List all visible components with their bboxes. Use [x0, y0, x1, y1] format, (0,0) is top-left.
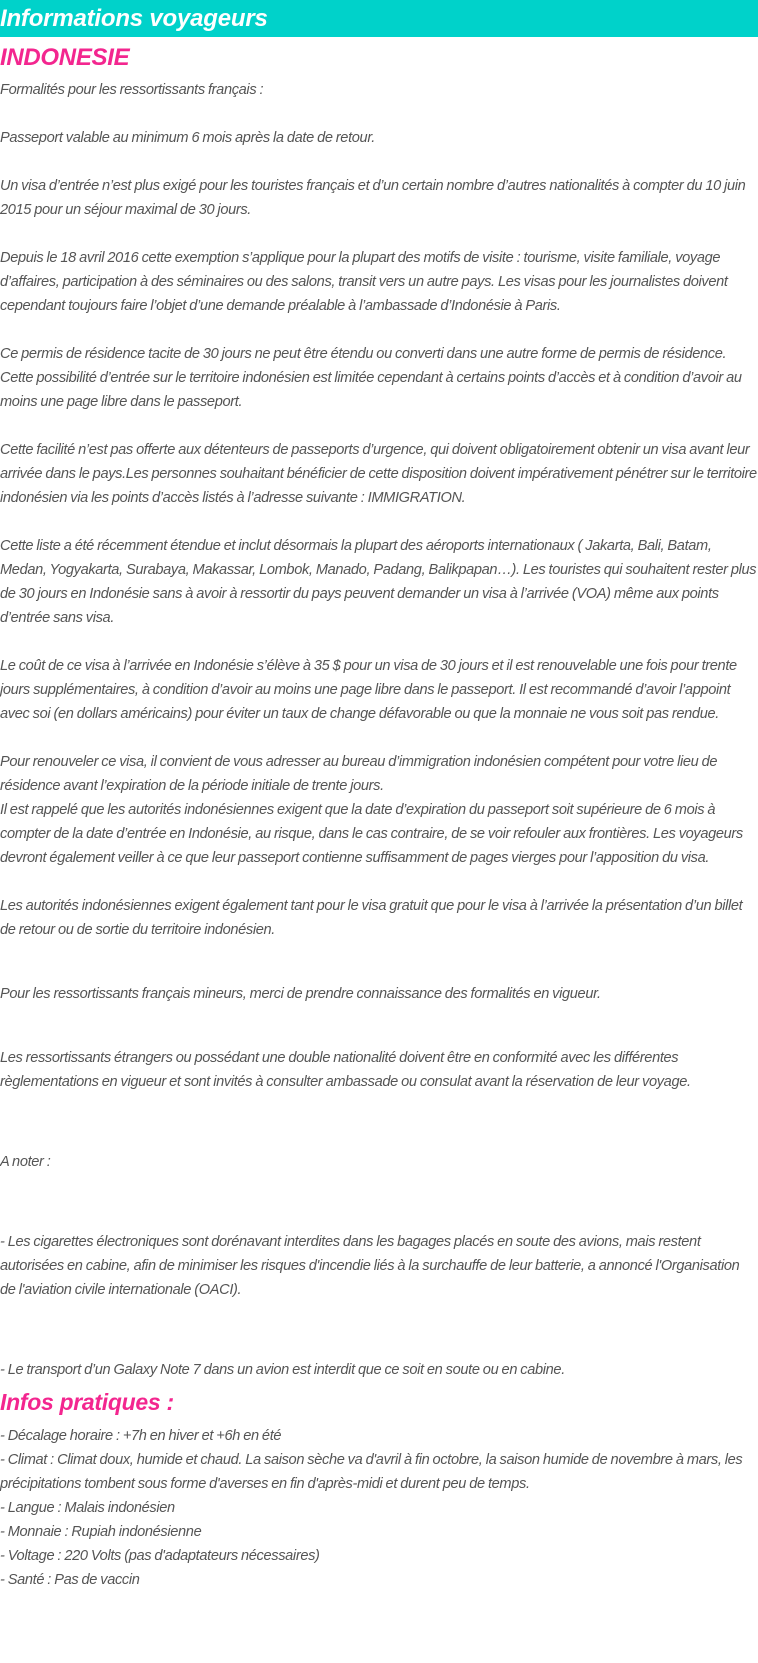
paragraph-visa-renewal: Pour renouveler ce visa, il convient de vous adresser au bureau d’immigration indonésien compétent pour votre lieu de résidence avant l’expiration de la période initiale de trente jours. — [0, 754, 718, 794]
practical-item-voltage: - Voltage : 220 Volts (pas d'adaptateurs nécessaires) — [0, 1548, 320, 1564]
page-title: Informations voyageurs — [0, 5, 268, 32]
formalities-intro: Formalités pour les ressortissants français : — [0, 82, 264, 98]
practical-item-language: - Langue : Malais indonésien — [0, 1500, 175, 1516]
paragraph-airports-list: Cette liste a été récemment étendue et inclut désormais la plupart des aéroports internationaux ( Jakarta, Bali, Batam, Medan, Yogyakarta, Surabaya, Makassar, Lombok, Manado, Padang, Balikpapan…). Les touristes qui souhaitent rester plus de 30 jours en Indonésie sans à avoir à ressortir du pays peuvent demander un visa à l’arrivée (VOA) même aux points d’entrée sans visa. — [0, 538, 757, 626]
paragraph-exemption-scope: Depuis le 18 avril 2016 cette exemption s’applique pour la plupart des motifs de visite : tourisme, visite familiale, voyage d’affaires, participation à des séminaires ou des salons, transit vers un autre pays. Les visas pour les journalistes doivent cependant toujours faire l’objet d’une demande préalable à l’ambassade d’Indonésie à Paris. — [0, 250, 728, 314]
paragraph-return-ticket: Les autorités indonésiennes exigent également tant pour le visa gratuit que pour le visa à l’arrivée la présentation d’un billet de retour ou de sortie du territoire indonésien. — [0, 898, 743, 938]
practical-info-list — [0, 1424, 758, 1592]
paragraph-minors: Pour les ressortissants français mineurs, merci de prendre connaissance des formalités en vigueur. — [0, 986, 601, 1002]
note-galaxy-note-7: - Le transport d’un Galaxy Note 7 dans un avion est interdit que ce soit en soute ou en cabine. — [0, 1362, 565, 1378]
note-heading: A noter : — [0, 1154, 51, 1170]
practical-item-climate: - Climat : Climat doux, humide et chaud. La saison sèche va d'avril à fin octobre, la saison humide de novembre à mars, les précipitations tombent sous forme d'averses en fin d'après-midi et durent peu de temps. — [0, 1452, 743, 1492]
practical-info-title: Infos pratiques : — [0, 1389, 174, 1415]
paragraph-residence-permit: Ce permis de résidence tacite de 30 jours ne peut être étendu ou converti dans une autre forme de permis de résidence. Cette possibilité d’entrée sur le territoire indonésien est limitée cependant à certains points d’accès et à condition d’avoir au moins une page libre dans le passeport. — [0, 346, 742, 410]
travel-info-content — [0, 43, 758, 1592]
paragraph-passport-expiry: Il est rappelé que les autorités indonésiennes exigent que la date d’expiration du passeport soit supérieure de 6 mois à compter de la date d’entrée en Indonésie, au risque, dans le cas contraire, de se voir refouler aux frontières. Les voyageurs devront également veiller à ce que leur passeport contienne suffisamment de pages vierges pour l’apposition du visa. — [0, 802, 743, 866]
practical-item-time-difference: - Décalage horaire : +7h en hiver et +6h en été — [0, 1428, 282, 1444]
practical-item-currency: - Monnaie : Rupiah indonésienne — [0, 1524, 202, 1540]
practical-item-health: - Santé : Pas de vaccin — [0, 1572, 140, 1588]
note-e-cigarettes: - Les cigarettes électroniques sont dorénavant interdites dans les bagages placés en soute des avions, mais restent autorisées en cabine, afin de minimiser les risques d'incendie liés à la surchauffe de leur batterie, a annoncé l'Organisation de l'aviation civile internationale (OACI). — [0, 1234, 740, 1298]
paragraph-passport: Passeport valable au minimum 6 mois après la date de retour. — [0, 130, 375, 146]
paragraph-visa-cost: Le coût de ce visa à l’arrivée en Indonésie s’élève à 35 $ pour un visa de 30 jours et il est renouvelable une fois pour trente jours supplémentaires, à condition d’avoir au moins une page libre dans le passeport. Il est recommandé d’avoir l’appoint avec soi (en dollars américains) pour éviter un taux de change défavorable ou que la monnaie ne vous soit pas rendue. — [0, 658, 737, 722]
paragraph-visa-exemption: Un visa d’entrée n’est plus exigé pour les touristes français et d’un certain nombre d’autres nationalités à compter du 10 juin 2015 pour un séjour maximal de 30 jours. — [0, 178, 746, 218]
header-bar — [0, 0, 758, 37]
country-title: INDONESIE — [0, 44, 130, 71]
paragraph-emergency-passports: Cette facilité n’est pas offerte aux détenteurs de passeports d’urgence, qui doivent obligatoirement obtenir un visa avant leur arrivée dans le pays.Les personnes souhaitant bénéficier de cette disposition doivent impérativement pénétrer sur le territoire indonésien via les points d’accès listés à l’adresse suivante : IMMIGRATION. — [0, 442, 757, 506]
paragraph-dual-nationality: Les ressortissants étrangers ou possédant une double nationalité doivent être en conformité avec les différentes règlementations en vigueur et sont invités à consulter ambassade ou consulat avant la réservation de leur voyage. — [0, 1050, 691, 1090]
